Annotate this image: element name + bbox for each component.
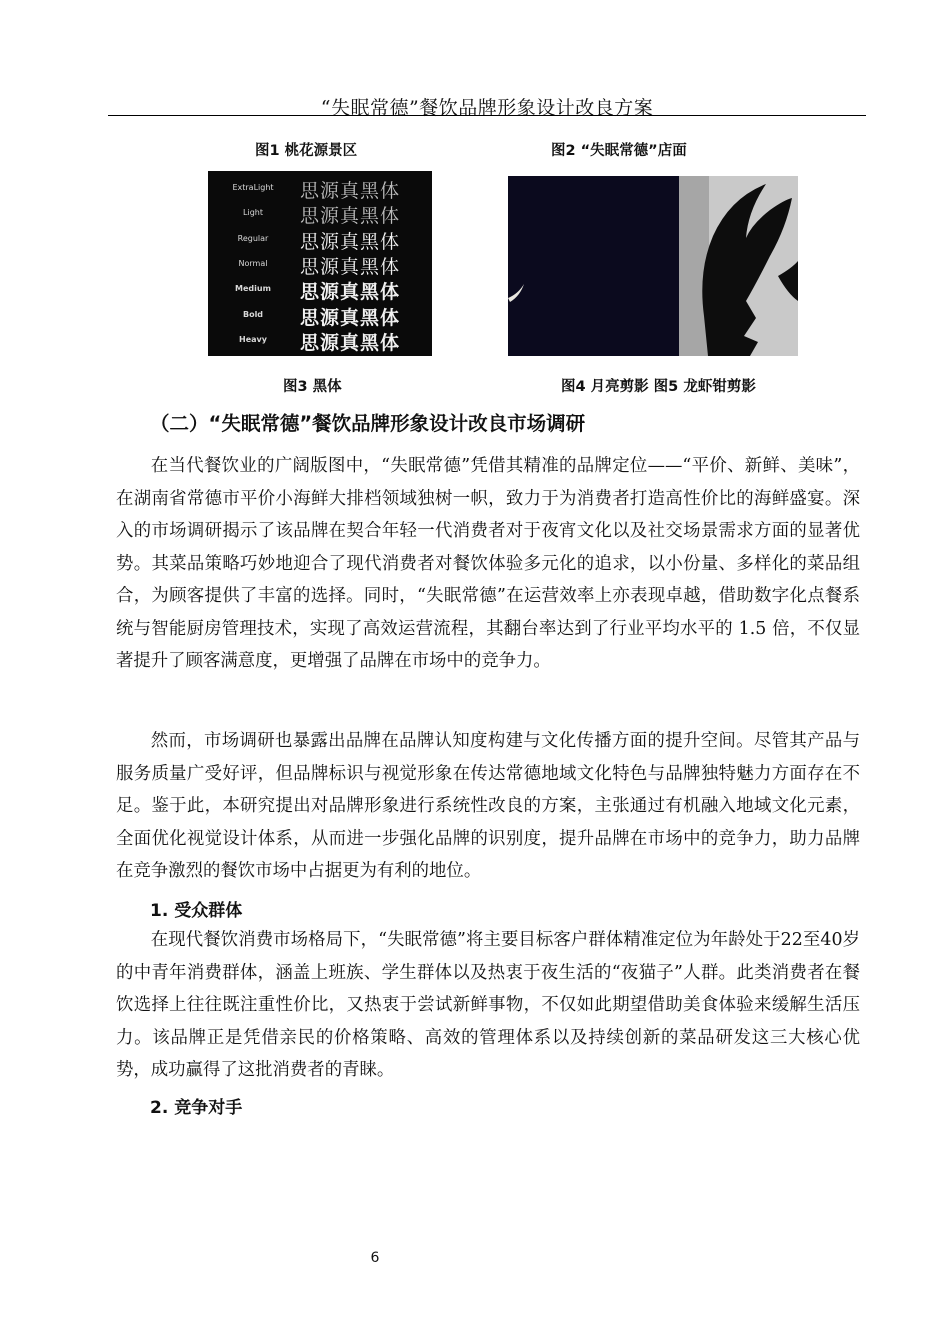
font-weight-label: Normal [238, 258, 268, 268]
font-weight-row-bold [208, 302, 432, 327]
figure-3-caption: 图3 黑体 [283, 379, 342, 395]
font-sample-text: 思源真黑体 [300, 205, 401, 228]
figure-1-caption: 图1 桃花源景区 [255, 143, 358, 159]
silhouette-svg [508, 176, 798, 356]
font-weight-label: Regular [237, 233, 269, 243]
font-weight-row-light [208, 200, 432, 228]
header-rule [108, 115, 866, 116]
font-weight-label: Bold [242, 309, 264, 319]
font-sample-text: 思源真黑体 [300, 230, 401, 253]
paragraph-1: 在当代餐饮业的广阔版图中，“失眠常德”凭借其精准的品牌定位——“平价、新鲜、美味”，在湖南省常德市平价小海鲜大排档领域独树一帜，致力于为消费者打造高性价比的海鲜盛宴。深入的市场调研揭示了该品牌在契合年轻一代消费者对于夜宵文化以及社交场景需求方面的显著优势。其菜品策略巧妙地迎合了现代消费者对餐饮体验多元化的追求，以小份量、多样化的菜品组合，为顾客提供了丰富的选择。同时，“失眠常德”在运营效率上亦表现卓越，借助数字化点餐系统与智能厨房管理技术，实现了高效运营流程，其翻台率达到了行业平均水平的 1.5 倍，不仅显著提升了顾客满意度，更增强了品牌在市场中的竞争力。 [116, 456, 860, 671]
subheading-audience: 1. 受众群体 [150, 901, 243, 921]
font-weight-row-extralight [208, 175, 432, 200]
paragraph-2: 然而，市场调研也暴露出品牌在品牌认知度构建与文化传播方面的提升空间。尽管其产品与服务质量广受好评，但品牌标识与视觉形象在传达常德地域文化特色与品牌独特魅力方面存在不足。鉴于此，本研究提出对品牌形象进行系统性改良的方案，主张通过有机融入地域文化元素，全面优化视觉设计体系，从而进一步强化品牌的识别度，提升品牌在市场中的竞争力，助力品牌在竞争激烈的餐饮市场中占据更为有利的地位。 [116, 731, 860, 881]
figure-2-caption: 图2 “失眠常德”店面 [551, 143, 687, 159]
font-sample-text: 思源真黑体 [300, 331, 401, 354]
font-weight-label: Heavy [239, 334, 267, 344]
font-weight-row-regular [208, 226, 432, 251]
night-background [508, 176, 680, 356]
font-sample-text: 思源真黑体 [300, 255, 401, 278]
font-sample-text: 思源真黑体 [300, 180, 401, 202]
font-weight-label: Medium [235, 284, 271, 294]
paragraph-audience: 在现代餐饮消费市场格局下，“失眠常德”将主要目标客户群体精准定位为年龄处于22至40岁的中青年消费群体，涵盖上班族、学生群体以及热衷于夜生活的“夜猫子”人群。此类消费者在餐饮选择上往往既注重性价比，又热衷于尝试新鲜事物，不仅如此期望借助美食体验来缓解生活压力。该品牌正是凭借亲民的价格策略、高效的管理体系以及持续创新的菜品研发这三大核心优势，成功赢得了这批消费者的青睐。 [116, 930, 860, 1080]
font-weight-label: Light [243, 208, 263, 218]
font-weight-row-normal [208, 251, 432, 276]
page-number: 6 [370, 1250, 380, 1266]
font-specimen-image [208, 171, 432, 356]
font-weight-label: ExtraLight [232, 183, 274, 192]
running-header: “失眠常德”餐饮品牌形象设计改良方案 [320, 97, 654, 119]
font-weight-row-heavy [208, 327, 432, 352]
font-sample-text: 思源真黑体 [300, 306, 401, 329]
font-weight-row-medium [208, 276, 432, 304]
subheading-competitors: 2. 竞争对手 [150, 1098, 243, 1118]
font-sample-text: 思源真黑体 [300, 281, 401, 304]
figure-4-5-caption: 图4 月亮剪影 图5 龙虾钳剪影 [561, 379, 756, 395]
silhouette-photo [508, 176, 798, 356]
section-heading: （二）“失眠常德”餐饮品牌形象设计改良市场调研 [150, 412, 586, 435]
